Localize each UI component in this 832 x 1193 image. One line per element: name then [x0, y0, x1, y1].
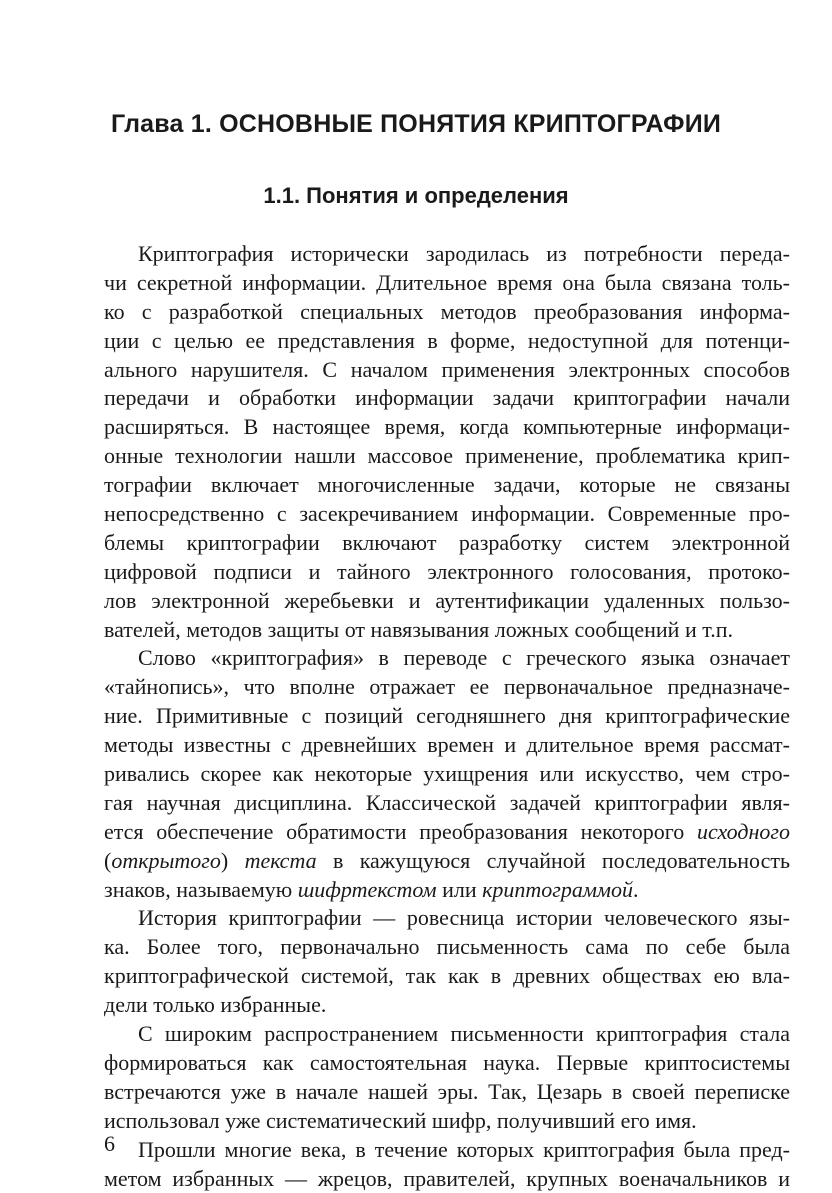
text-line: ции с целью ее представления в форме, недоступной для потенци- [104, 327, 790, 356]
text-segment: ется обеспечение обратимости преобразования некоторого [104, 819, 697, 844]
emphasized-term: текста [245, 848, 317, 873]
emphasized-term: открытого [111, 848, 221, 873]
text-segment: в кажущуюся случайной последовательность [317, 848, 790, 873]
text-line: тографии включает многочисленные задачи, которые не связаны [104, 471, 790, 500]
text-line: Слово «криптография» в переводе с греческого языка означает [104, 644, 790, 673]
text-line: расширяться. В настоящее время, когда компьютерные информаци- [104, 413, 790, 442]
text-segment: ) [221, 848, 245, 873]
text-segment: ( [104, 848, 111, 873]
paragraph [104, 240, 790, 644]
text-line: С широким распространением письменности криптография стала [104, 1020, 790, 1049]
text-line: метом избранных — жрецов, правителей, крупных военачальников и [104, 1165, 790, 1193]
text-segment: или [437, 877, 483, 902]
text-line: онные технологии нашли массовое применение, проблематика крип- [104, 442, 790, 471]
text-line: ние. Примитивные с позиций сегодняшнего дня криптографические [104, 702, 790, 731]
text-line: История криптографии — ровесница истории человеческого язы- [104, 904, 790, 933]
text-line: лов электронной жеребьевки и аутентификации удаленных пользо- [104, 587, 790, 616]
text-line: Криптография исторически зародилась из потребности переда- [104, 240, 790, 269]
chapter-title: Глава 1. ОСНОВНЫЕ ПОНЯТИЯ КРИПТОГРАФИИ [0, 110, 832, 139]
paragraph [104, 1136, 790, 1193]
page-number: 6 [104, 1131, 115, 1157]
text-line: криптографической системой, так как в древних обществах ею вла- [104, 962, 790, 991]
text-line: ривались скорее как некоторые ухищрения или искусство, чем стро- [104, 760, 790, 789]
text-segment: . [633, 877, 639, 902]
text-line: чи секретной информации. Длительное время она была связана толь- [104, 269, 790, 298]
text-segment: знаков, называемую [104, 877, 298, 902]
paragraph [104, 1020, 790, 1136]
paragraph [104, 644, 790, 904]
text-line: передачи и обработки информации задачи криптографии начали [104, 384, 790, 413]
text-line: цифровой подписи и тайного электронного голосования, протоко- [104, 558, 790, 587]
text-line [104, 818, 790, 847]
emphasized-term: исходного [697, 819, 790, 844]
emphasized-term: шифртекстом [298, 877, 437, 902]
text-line: ка. Более того, первоначально письменность сама по себе была [104, 933, 790, 962]
section-title: 1.1. Понятия и определения [0, 183, 832, 209]
text-line [104, 876, 790, 905]
text-line: ального нарушителя. С началом применения электронных способов [104, 356, 790, 385]
text-line: использовал уже систематический шифр, получивший его имя. [104, 1107, 790, 1136]
text-line: непосредственно с засекречиванием информации. Современные про- [104, 500, 790, 529]
text-line [104, 847, 790, 876]
text-line: ко с разработкой специальных методов преобразования информа- [104, 298, 790, 327]
text-line: формироваться как самостоятельная наука. Первые криптосистемы [104, 1049, 790, 1078]
body-text [104, 240, 790, 1193]
text-line: методы известны с древнейших времен и длительное время рассмат- [104, 731, 790, 760]
text-line: дели только избранные. [104, 991, 790, 1020]
text-line: встречаются уже в начале нашей эры. Так, Цезарь в своей переписке [104, 1078, 790, 1107]
text-line: блемы криптографии включают разработку систем электронной [104, 529, 790, 558]
paragraph [104, 904, 790, 1020]
text-line: «тайнопись», что вполне отражает ее первоначальное предназначе- [104, 673, 790, 702]
text-line: гая научная дисциплина. Классической задачей криптографии явля- [104, 789, 790, 818]
text-line: вателей, методов защиты от навязывания ложных сообщений и т.п. [104, 616, 790, 645]
emphasized-term: криптограммой [482, 877, 633, 902]
text-line: Прошли многие века, в течение которых криптография была пред- [104, 1136, 790, 1165]
